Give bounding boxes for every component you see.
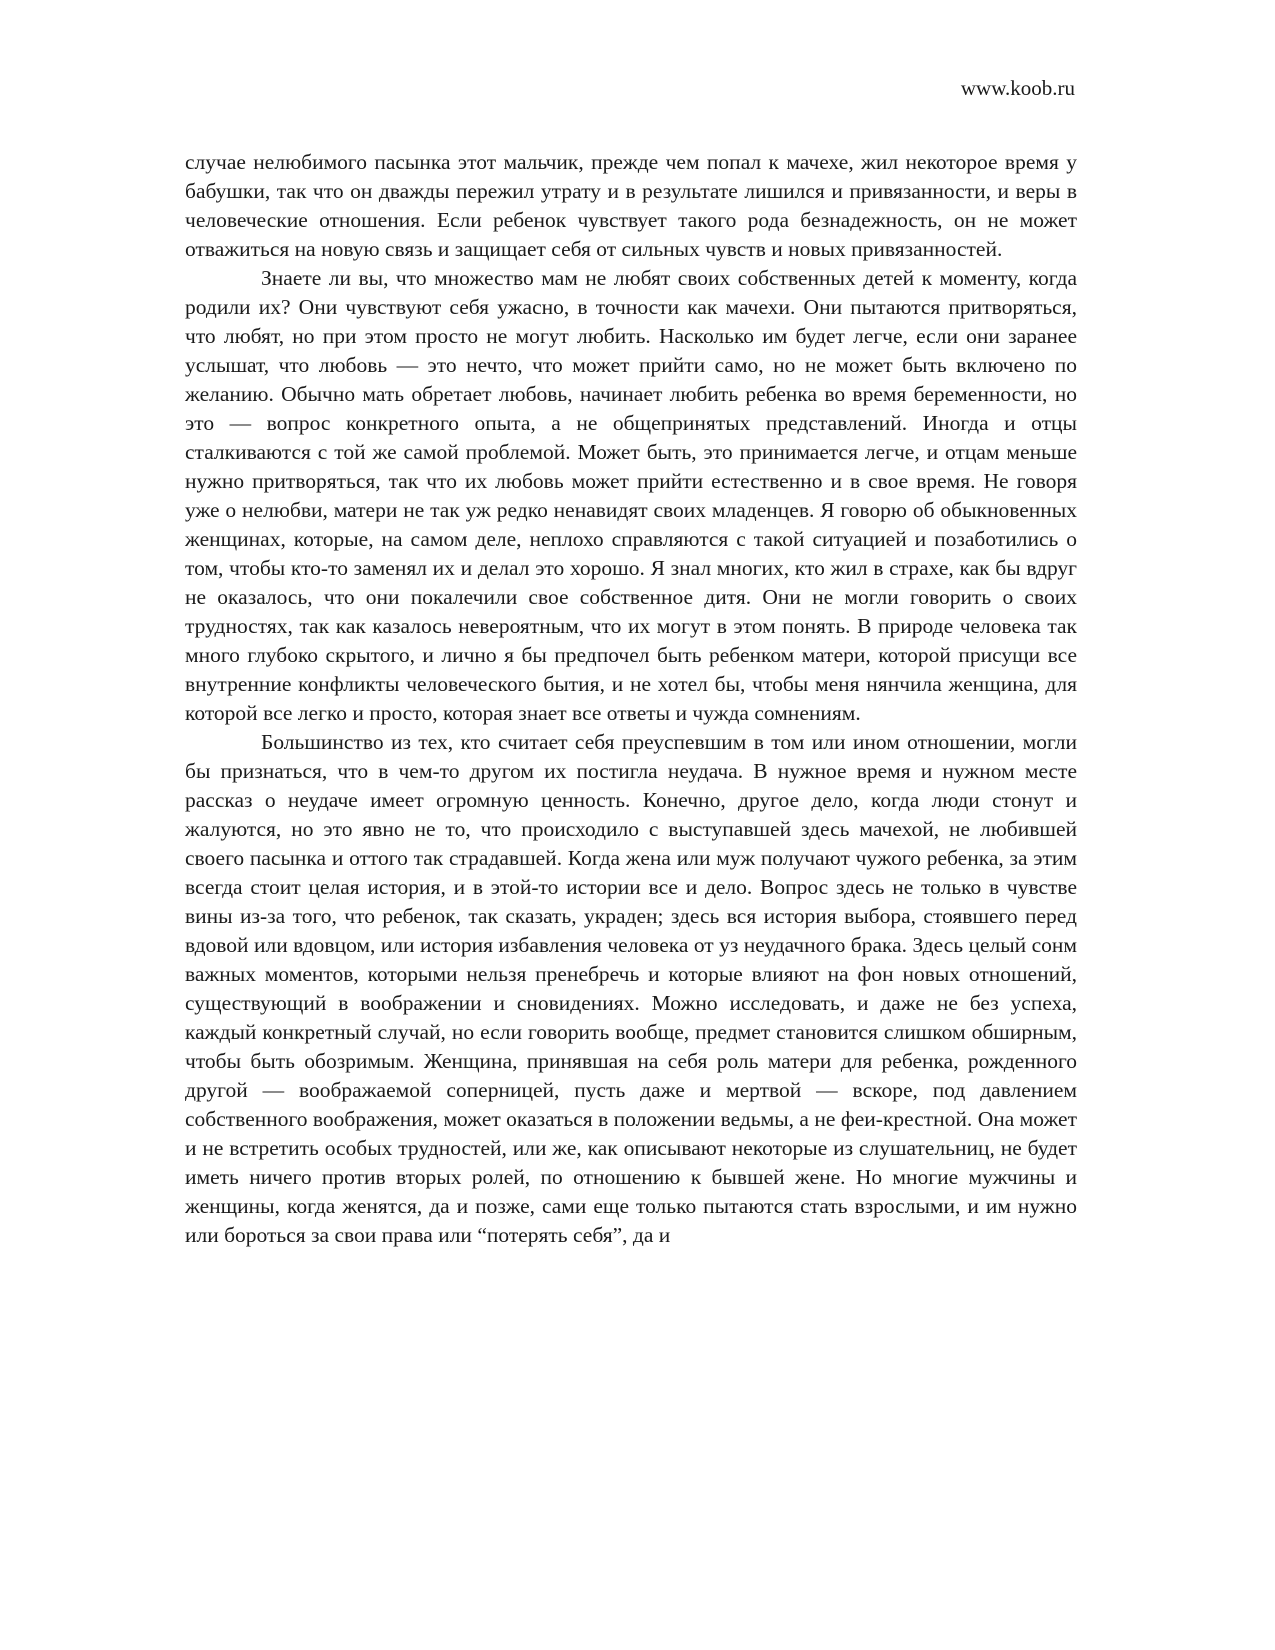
document-body xyxy=(185,148,1077,1250)
paragraph-3: Большинство из тех, кто считает себя преуспевшим в том или ином отношении, могли бы признаться, что в чем-то другом их постигла неудача. В нужное время и нужном месте рассказ о неудаче имеет огромную ценность. Конечно, другое дело, когда люди стонут и жалуются, но это явно не то, что происходило с выступавшей здесь мачехой, не любившей своего пасынка и оттого так страдавшей. Когда жена или муж получают чужого ребенка, за этим всегда стоит целая история, и в этой-то истории все и дело. Вопрос здесь не только в чувстве вины из-за того, что ребенок, так сказать, украден; здесь вся история выбора, стоявшего перед вдовой или вдовцом, или история избавления человека от уз неудачного брака. Здесь целый сонм важных моментов, которыми нельзя пренебречь и которые влияют на фон новых отношений, существующий в воображении и сновидениях. Можно исследовать, и даже не без успеха, каждый конкретный случай, но если говорить вообще, предмет становится слишком обширным, чтобы быть обозримым. Женщина, принявшая на себя роль матери для ребенка, рожденного другой — воображаемой соперницей, пусть даже и мертвой — вскоре, под давлением собственного воображения, может оказаться в положении ведьмы, а не феи-крестной. Она может и не встретить особых трудностей, или же, как описывают некоторые из слушательниц, не будет иметь ничего против вторых ролей, по отношению к бывшей жене. Но многие мужчины и женщины, когда женятся, да и позже, сами еще только пытаются стать взрослыми, и им нужно или бороться за свои права или “потерять себя”, да и xyxy=(185,730,1077,1247)
paragraph-1: случае нелюбимого пасынка этот мальчик, прежде чем попал к мачехе, жил некоторое время у бабушки, так что он дважды пережил утрату и в результате лишился и привязанности, и веры в человеческие отношения. Если ребенок чувствует такого рода безнадежность, он не может отважиться на новую связь и защищает себя от сильных чувств и новых привязанностей. xyxy=(185,150,1077,261)
page-header-site: www.koob.ru xyxy=(960,76,1075,100)
paragraph-2: Знаете ли вы, что множество мам не любят своих собственных детей к моменту, когда родили их? Они чувствуют себя ужасно, в точности как мачехи. Они пытаются притворяться, что любят, но при этом просто не могут любить. Насколько им будет легче, если они заранее услышат, что любовь — это нечто, что может прийти само, но не может быть включено по желанию. Обычно мать обретает любовь, начинает любить ребенка во время беременности, но это — вопрос конкретного опыта, а не общепринятых представлений. Иногда и отцы сталкиваются с той же самой проблемой. Может быть, это принимается легче, и отцам меньше нужно притворяться, так что их любовь может прийти естественно и в свое время. Не говоря уже о нелюбви, матери не так уж редко ненавидят своих младенцев. Я говорю об обыкновенных женщинах, которые, на самом деле, неплохо справляются с такой ситуацией и позаботились о том, чтобы кто-то заменял их и делал это хорошо. Я знал многих, кто жил в страхе, как бы вдруг не оказалось, что они покалечили свое собственное дитя. Они не могли говорить о своих трудностях, так как казалось невероятным, что их могут в этом понять. В природе человека так много глубоко скрытого, и лично я бы предпочел быть ребенком матери, которой присущи все внутренние конфликты человеческого бытия, и не хотел бы, чтобы меня нянчила женщина, для которой все легко и просто, которая знает все ответы и чужда сомнениям. xyxy=(185,266,1077,725)
